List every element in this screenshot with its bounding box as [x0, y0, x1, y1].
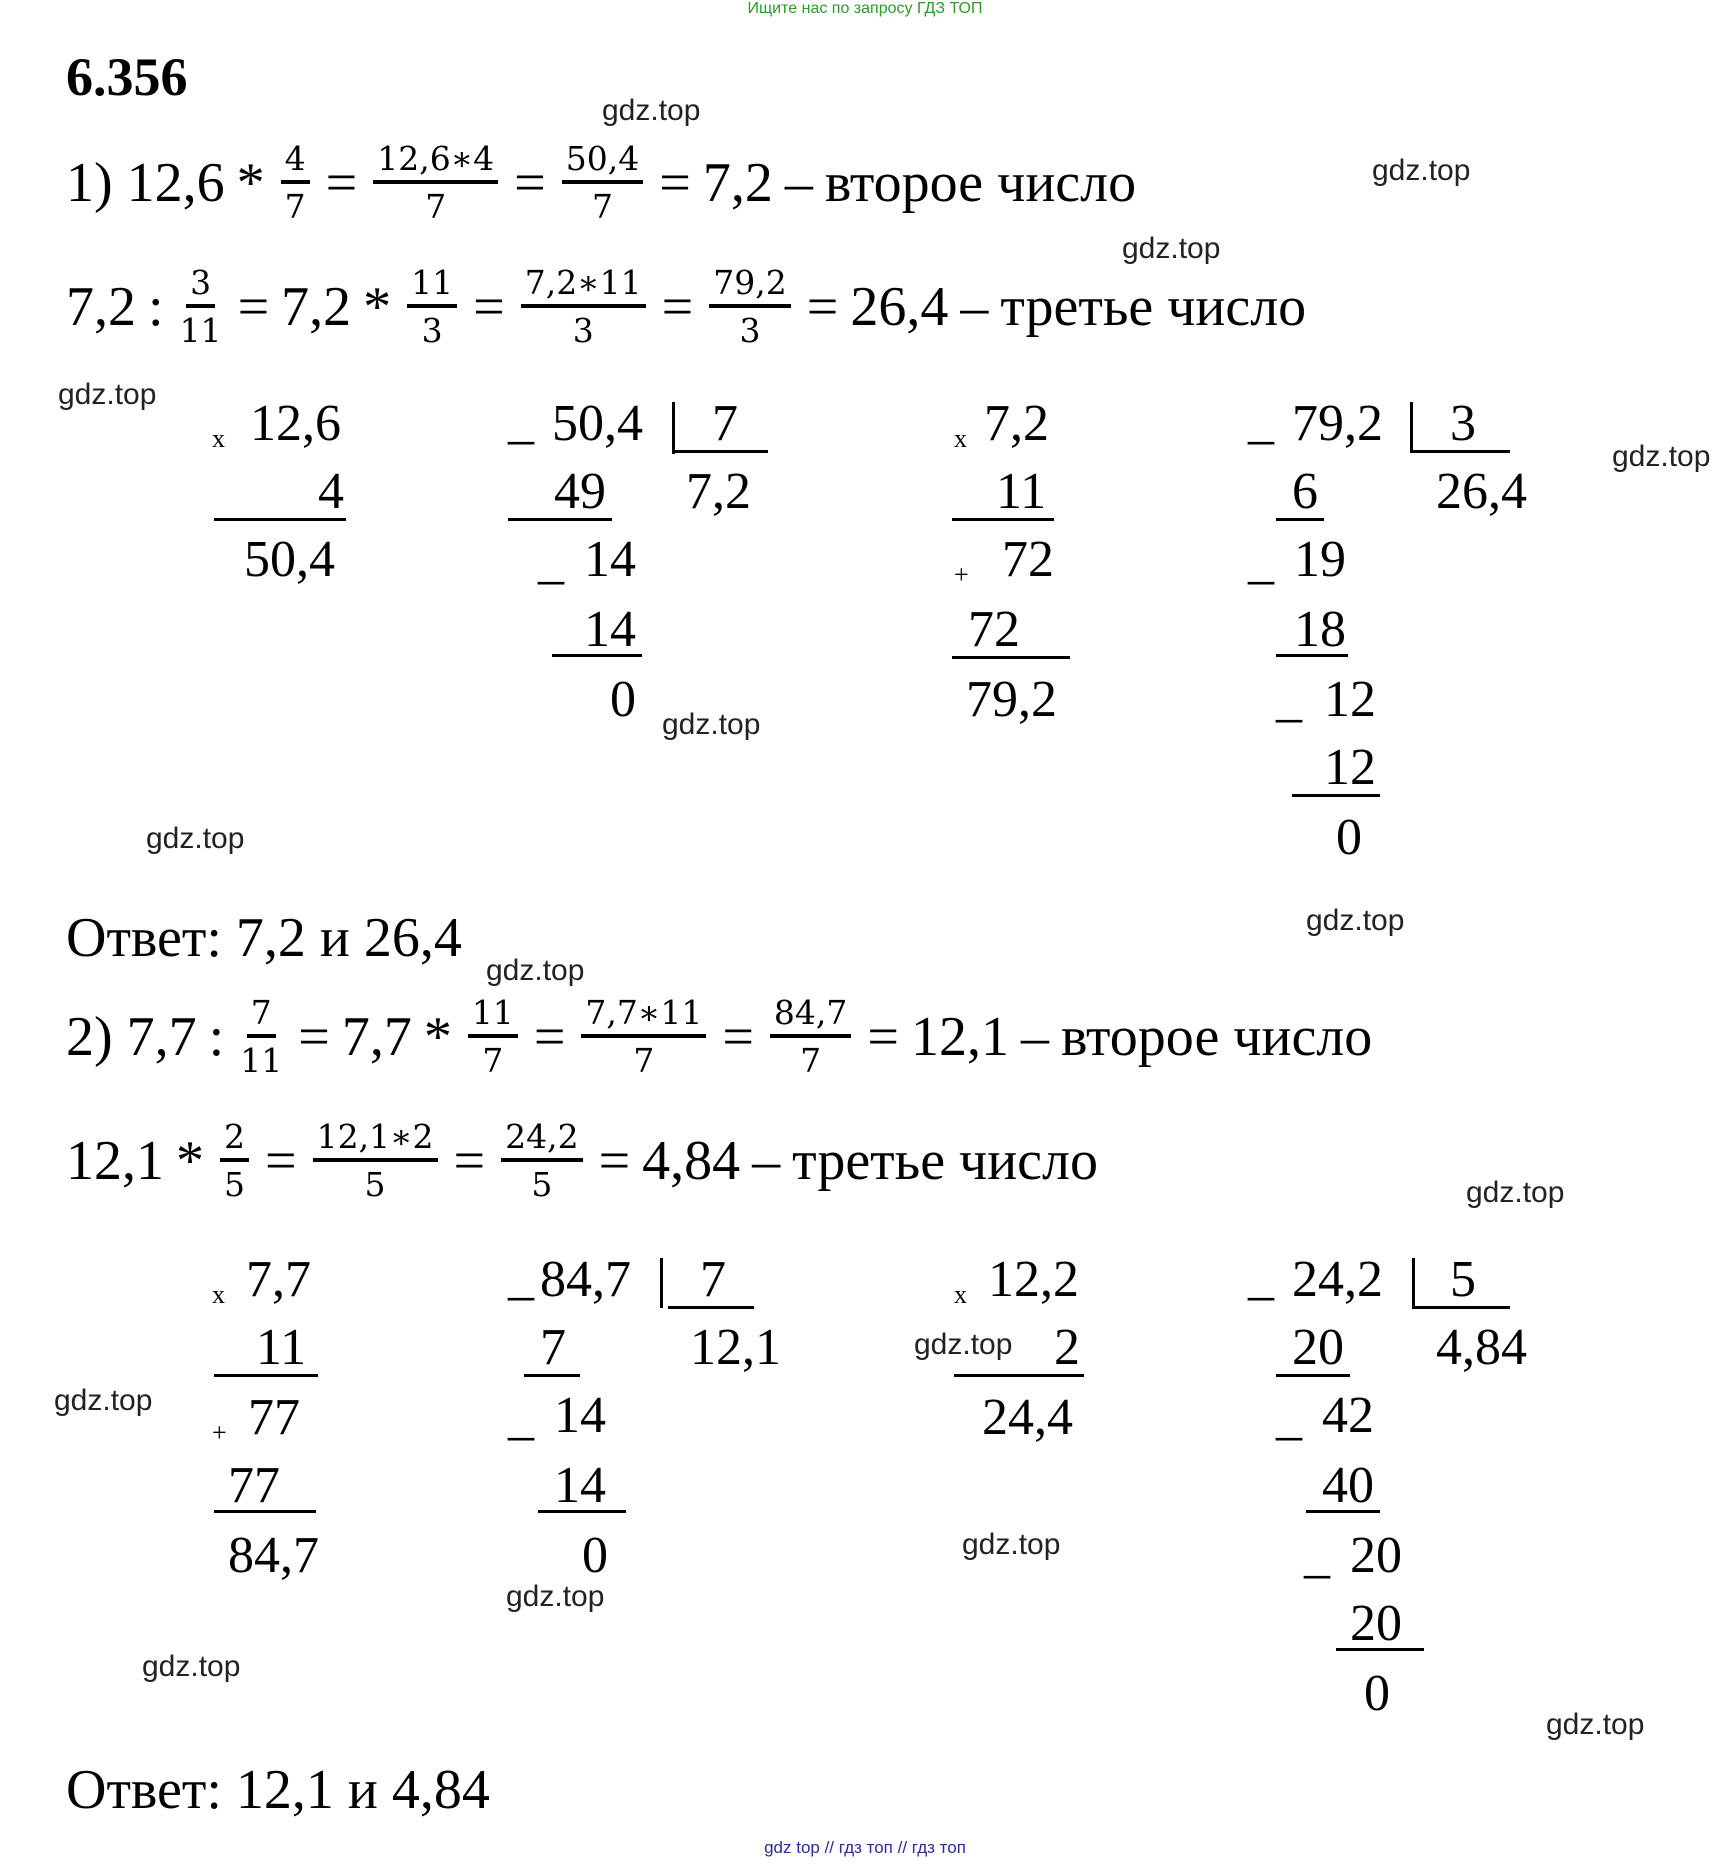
part1-equation-2: 7,2 : $\frac{3}{11}$ = 7,2 * $\frac{11}{3}$ = $\frac{7,2∗11}{3}$ = $\frac{79,2}{3}$ = 26,4 – третье число	[66, 263, 1307, 350]
bottom-banner[interactable]: gdz top // гдз топ // гдз топ	[764, 1838, 966, 1857]
rule	[214, 1374, 318, 1377]
result-description: второе число	[824, 151, 1137, 214]
fraction: $\frac{11}{7}$	[468, 994, 518, 1080]
problem-number: 6.356	[66, 47, 188, 107]
watermark: gdz.top	[146, 822, 245, 855]
rule	[508, 518, 612, 521]
part1-equation-1: 1) 12,6 * $\frac{4}{7}$ = $\frac{12,6∗4}{7}$ = $\frac{50,4}{7}$ = 7,2 – второе число	[66, 139, 1137, 226]
rule	[1292, 794, 1380, 797]
fraction: $\frac{24,2}{5}$	[501, 1118, 582, 1204]
fraction: $\frac{3}{11}$	[179, 263, 222, 350]
rule	[1276, 1374, 1350, 1377]
watermark: gdz.top	[602, 94, 701, 127]
result-value: 4,84	[642, 1129, 741, 1192]
fraction: $\frac{4}{7}$	[281, 140, 310, 226]
rule	[672, 450, 768, 453]
fraction: $\frac{2}{5}$	[220, 1118, 249, 1204]
result-value: 7,2	[702, 151, 773, 214]
top-banner[interactable]: Ищите нас по запросу ГДЗ ТОП	[747, 0, 983, 17]
result-description: второе число	[1060, 1005, 1373, 1068]
rule	[952, 656, 1070, 659]
watermark: gdz.top	[914, 1328, 1013, 1361]
watermark: gdz.top	[1306, 904, 1405, 937]
part-label: 1)	[66, 151, 113, 214]
watermark: gdz.top	[142, 1650, 241, 1683]
quotient: 4,84	[1436, 1319, 1527, 1376]
watermark: gdz.top	[962, 1528, 1061, 1561]
watermark: gdz.top	[1466, 1176, 1565, 1209]
rule	[1336, 1648, 1424, 1651]
watermark: gdz.top	[1372, 154, 1471, 187]
part-label: 2)	[66, 1005, 113, 1068]
result-description: третье число	[792, 1129, 1098, 1192]
rule	[538, 1510, 626, 1513]
answer-2: Ответ: 12,1 и 4,84	[66, 1759, 490, 1821]
quotient: 12,1	[690, 1319, 781, 1376]
fraction: $\frac{12,1∗2}{5}$	[313, 1118, 438, 1204]
fraction: $\frac{7,2∗11}{3}$	[521, 264, 646, 350]
quotient: 7,2	[686, 463, 751, 520]
rule	[952, 518, 1054, 521]
result-value: 26,4	[850, 275, 949, 338]
rule	[1276, 654, 1348, 657]
watermark: gdz.top	[1546, 1708, 1645, 1741]
fraction: $\frac{50,4}{7}$	[562, 140, 643, 226]
part2-equation-2: 12,1 * $\frac{2}{5}$ = $\frac{12,1∗2}{5}$ = $\frac{24,2}{5}$ = 4,84 – третье число	[66, 1117, 1098, 1204]
rule	[1276, 518, 1324, 521]
fraction: $\frac{11}{3}$	[407, 264, 457, 350]
rule	[1410, 450, 1510, 453]
rule	[668, 1306, 754, 1309]
rule	[1306, 1510, 1380, 1513]
fraction: $\frac{84,7}{7}$	[770, 994, 851, 1080]
part2-equation-1: 2) 7,7 : $\frac{7}{11}$ = 7,7 * $\frac{11}{7}$ = $\frac{7,7∗11}{7}$ = $\frac{84,7}{7}$ = 12,1 – второе число	[66, 993, 1373, 1080]
fraction: $\frac{12,6∗4}{7}$	[373, 140, 498, 226]
watermark: gdz.top	[54, 1384, 153, 1417]
rule	[524, 1374, 580, 1377]
watermark: gdz.top	[506, 1580, 605, 1613]
rule	[1412, 1306, 1510, 1309]
rule	[954, 1374, 1084, 1377]
watermark: gdz.top	[1612, 440, 1711, 473]
answer-1: Ответ: 7,2 и 26,4	[66, 907, 462, 969]
fraction: $\frac{7}{11}$	[240, 993, 283, 1080]
watermark: gdz.top	[58, 378, 157, 411]
rule	[552, 654, 642, 657]
result-description: третье число	[1000, 275, 1307, 338]
result-value: 12,1	[910, 1005, 1009, 1068]
quotient: 26,4	[1436, 463, 1527, 520]
fraction: $\frac{7,7∗11}{7}$	[581, 994, 706, 1080]
watermark: gdz.top	[662, 708, 761, 741]
watermark: gdz.top	[486, 954, 585, 987]
fraction: $\frac{79,2}{3}$	[709, 264, 790, 350]
watermark: gdz.top	[1122, 232, 1221, 265]
rule	[214, 1510, 316, 1513]
rule	[214, 518, 346, 521]
